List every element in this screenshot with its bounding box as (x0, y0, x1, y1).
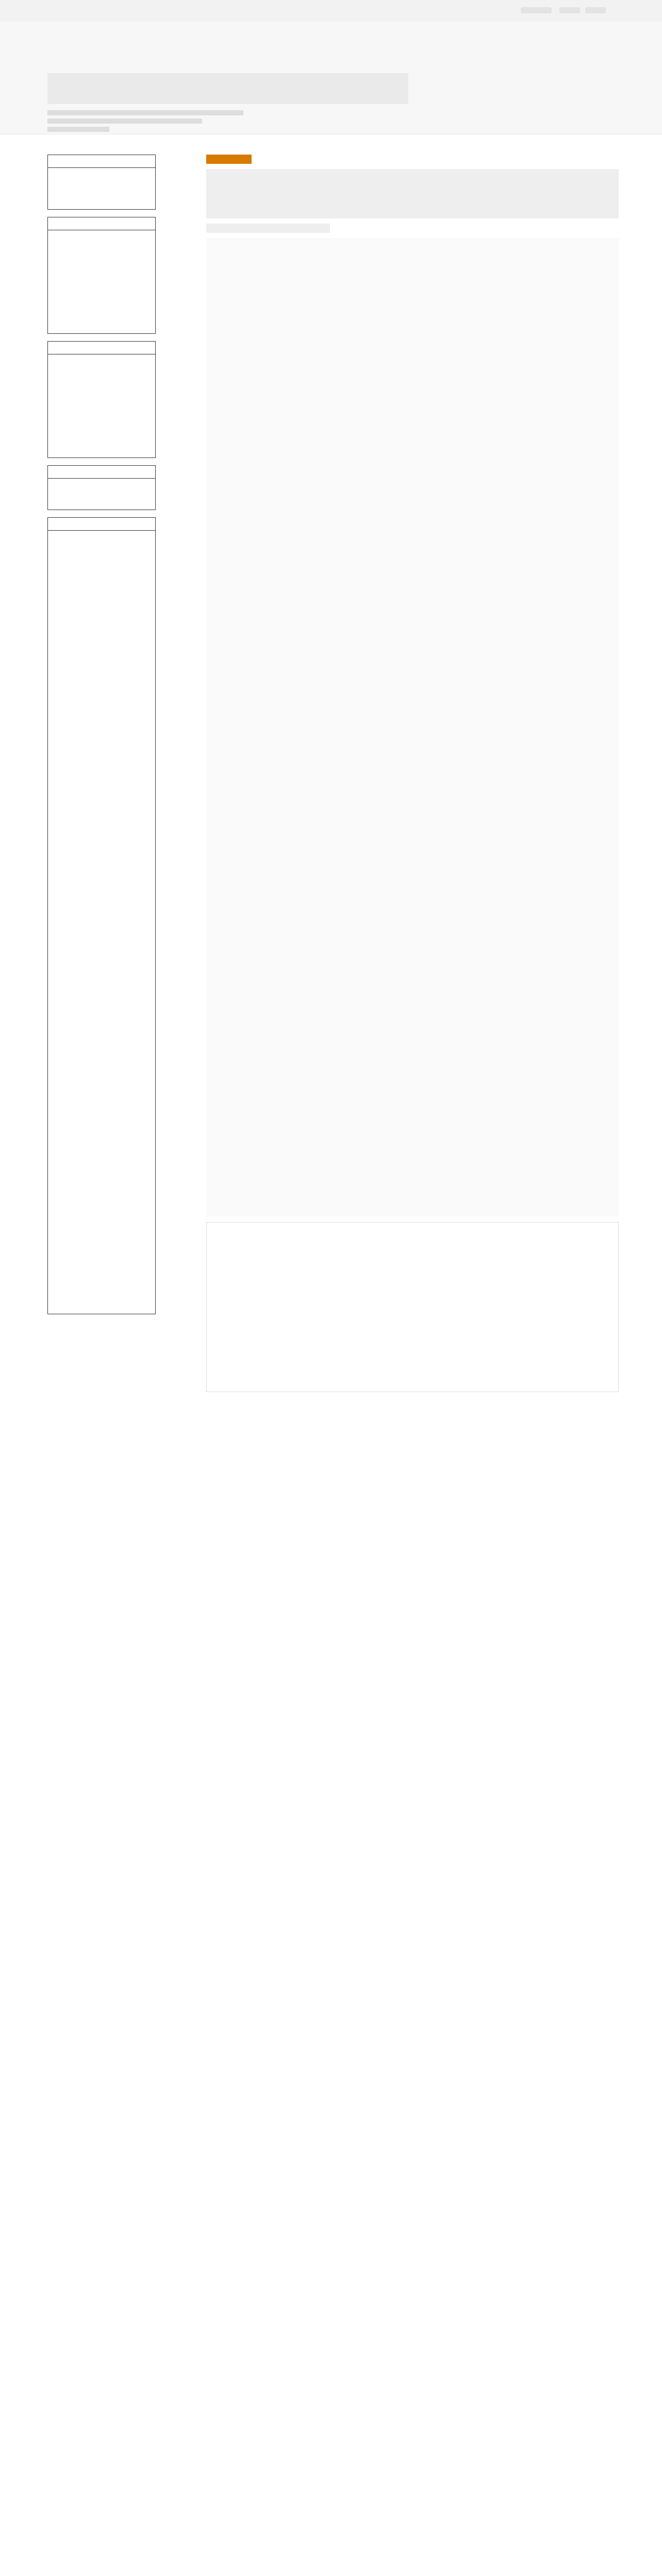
main-content (206, 155, 619, 1399)
profile-box (47, 341, 156, 458)
blog-header (0, 22, 662, 134)
blog-description (47, 110, 264, 131)
ad-box (47, 155, 156, 210)
article-title (206, 169, 619, 218)
article-date (206, 155, 252, 164)
search-box (47, 465, 156, 510)
blog-title[interactable] (47, 73, 408, 104)
header-link[interactable] (559, 7, 580, 13)
recent-box (47, 517, 156, 1314)
tag-list[interactable] (206, 224, 330, 233)
global-header (0, 0, 662, 22)
header-search[interactable] (521, 7, 552, 13)
related-box (206, 1222, 619, 1392)
article-body (206, 238, 619, 1217)
header-link[interactable] (585, 7, 606, 13)
sidebar (47, 155, 156, 1321)
archive-box (47, 217, 156, 334)
